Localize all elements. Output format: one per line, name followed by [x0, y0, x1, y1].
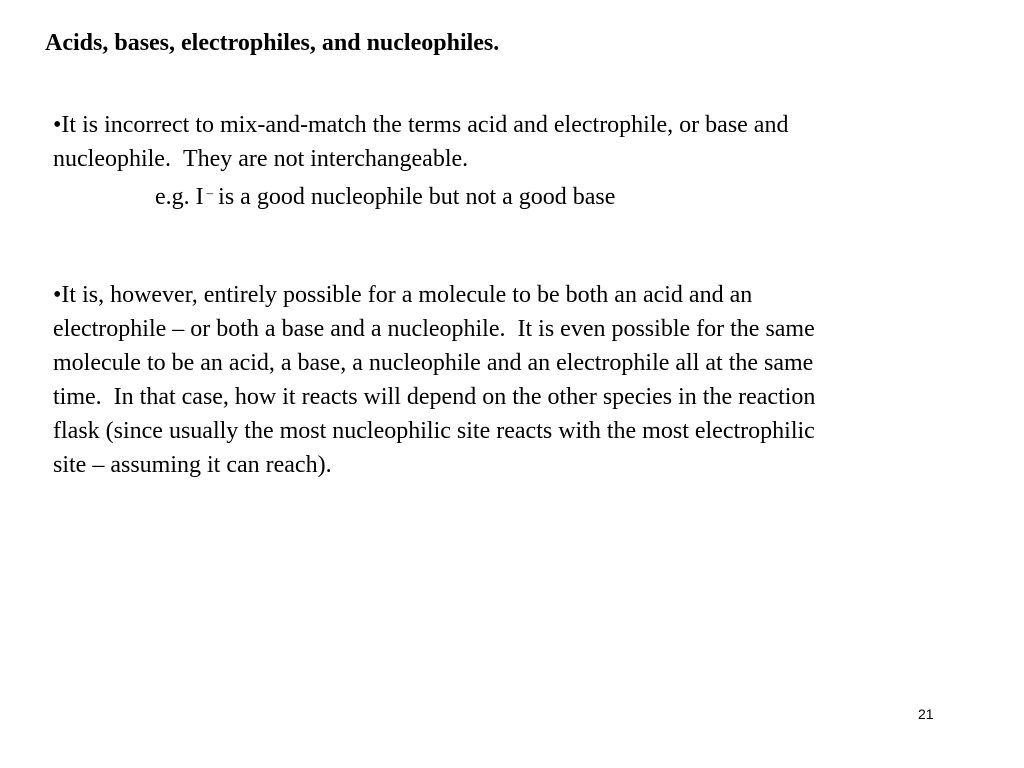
bullet-2-line-1: •It is, however, entirely possible for a molecule to be both an acid and an: [53, 282, 753, 308]
page-number: 21: [918, 706, 934, 722]
bullet-1-line-1: •It is incorrect to mix-and-match the terms acid and electrophile, or base and: [53, 112, 789, 138]
bullet-2-line-6: site – assuming it can reach).: [53, 452, 332, 478]
iodide-example-suffix: is a good nucleophile but not a good base: [218, 184, 616, 210]
negative-charge-superscript: –: [206, 185, 214, 200]
bullet-2-line-5: flask (since usually the most nucleophilic site reacts with the most electrophilic: [53, 418, 815, 444]
iodide-example: [53, 176, 953, 214]
slide-title: Acids, bases, electrophiles, and nucleophiles.: [45, 30, 500, 56]
bullet-2-line-4: time. In that case, how it reacts will depend on the other species in the reaction: [53, 384, 816, 410]
bullet-2-line-3: molecule to be an acid, a base, a nucleophile and an electrophile all at the same: [53, 350, 814, 376]
bullet-1-line-2: nucleophile. They are not interchangeable.: [53, 146, 469, 172]
bullet-dual-reactivity: [53, 278, 968, 482]
bullet-2-line-2: electrophile – or both a base and a nucleophile. It is even possible for the same: [53, 316, 815, 342]
bullet-interchangeability: [53, 108, 953, 214]
iodide-example-prefix: e.g. I: [155, 184, 204, 210]
